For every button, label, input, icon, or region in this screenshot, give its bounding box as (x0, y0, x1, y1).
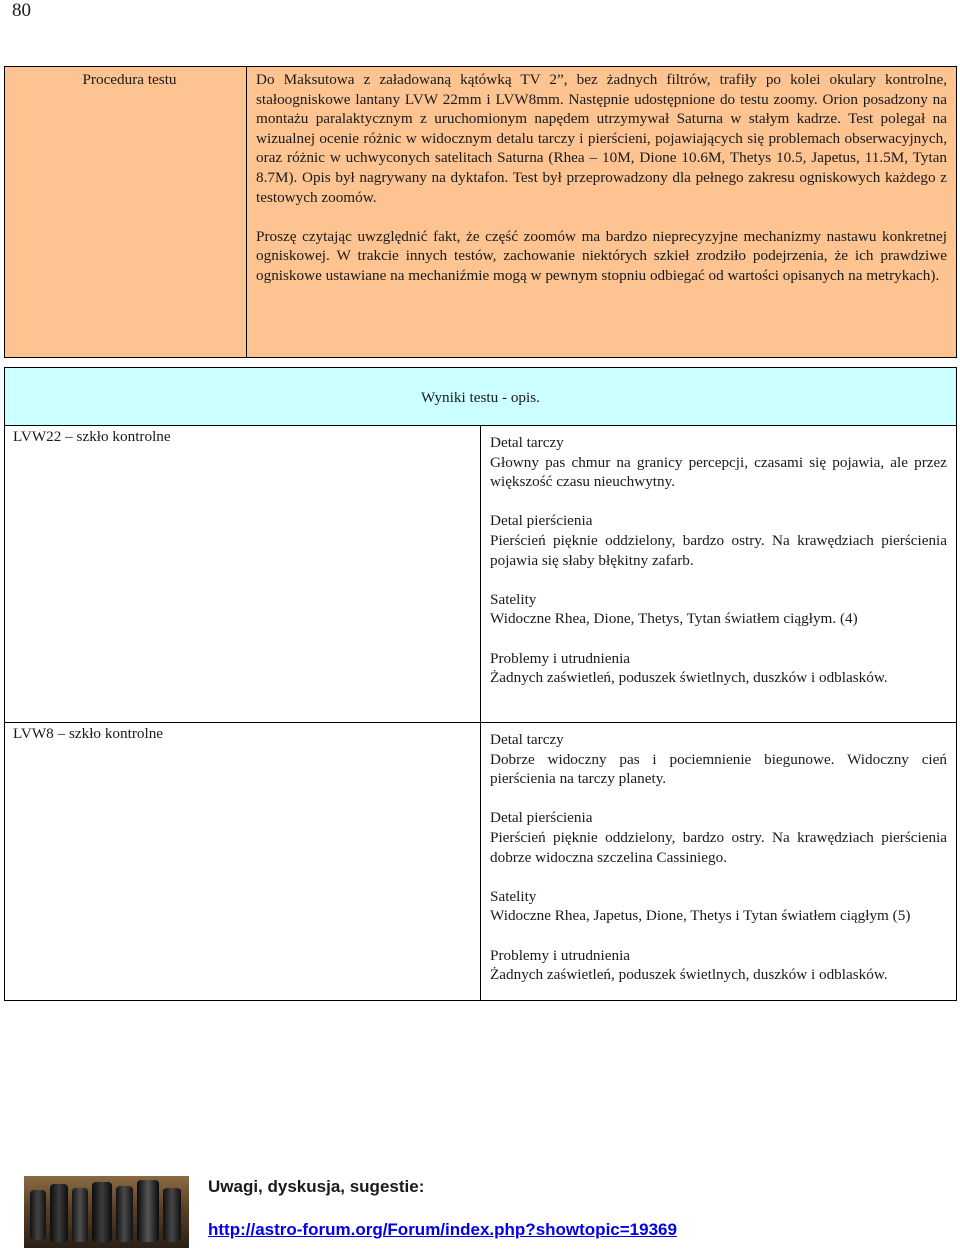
eyepiece-image (163, 1188, 181, 1242)
results-row-lvw22 (5, 426, 957, 723)
procedure-paragraph: Do Maksutowa z załadowaną kątówką TV 2”, bez żadnych filtrów, trafiły po kolei okulary kontrolne, stałoogniskowe lantany LVW 22mm i LVW8mm. Następnie udostępnione do testu zoomy. Orion posadzony na montażu paralaktycznym z uruchomionym napędem utrzymywał Saturna w stałym kadrze. Test polegał na wizualnej ocenie różnic w widocznym detalu tarczy i pierścieni, pojawiających się problemach obserwacyjnych, oraz różnic w uchwyconych satelitach Saturna (Rhea – 10M, Dione 10.6M, Thetys 10.5, Japetus, 11.5M, Tytan 8.7M). Opis był nagrywany na dyktafon. Test był przeprowadzony dla pełnego zakresu ogniskowych każdego z testowych zoomów. (256, 71, 947, 206)
results-header-row (5, 368, 957, 426)
page-number: 80 (12, 0, 31, 21)
eyepieces-photo (24, 1176, 189, 1248)
procedure-table (4, 66, 957, 358)
satellites-section (490, 590, 947, 629)
section-text: Głowny pas chmur na granicy percepcji, czasami się pojawia, ale przez większość czasu nieuchwytny. (490, 453, 947, 491)
section-title: Detal tarczy (490, 731, 564, 748)
problems-section (490, 946, 947, 985)
results-row-body (481, 723, 957, 1001)
results-row-label: LVW22 – szkło kontrolne (5, 426, 481, 723)
disc-detail-section (490, 433, 947, 492)
section-title: Satelity (490, 590, 537, 608)
section-text: Widoczne Rhea, Japetus, Dione, Thetys i Tytan światłem ciągłym (5) (490, 907, 911, 925)
results-row-label: LVW8 – szkło kontrolne (5, 723, 481, 1001)
eyepiece-image (50, 1184, 68, 1242)
section-title: Detal pierścienia (490, 512, 593, 530)
eyepiece-image (72, 1188, 88, 1242)
results-header: Wyniki testu - opis. (5, 368, 957, 426)
results-table (4, 367, 957, 1001)
section-text: Widoczne Rhea, Dione, Thetys, Tytan światłem ciągłym. (4) (490, 610, 858, 628)
procedure-row (5, 67, 957, 358)
eyepiece-image (92, 1182, 112, 1242)
section-title: Problemy i utrudnienia (490, 649, 631, 667)
forum-link[interactable]: http://astro-forum.org/Forum/index.php?showtopic=19369 (208, 1220, 677, 1239)
ring-detail-section (490, 511, 947, 570)
satellites-section (490, 887, 947, 926)
footer-heading: Uwagi, dyskusja, sugestie: (208, 1177, 425, 1196)
procedure-label-cell (5, 67, 247, 358)
ring-detail-section (490, 808, 947, 867)
section-text: Żadnych zaświetleń, poduszek świetlnych, duszków i odblasków. (490, 966, 888, 984)
problems-section (490, 649, 947, 688)
section-title: Satelity (490, 887, 537, 905)
procedure-body-cell (247, 67, 957, 358)
results-row-body (481, 426, 957, 723)
disc-detail-section (490, 730, 947, 789)
section-text: Pierścień pięknie oddzielony, bardzo ostry. Na krawędziach pierścienia dobrze widoczna szczelina Cassiniego. (490, 828, 947, 866)
section-title: Problemy i utrudnienia (490, 946, 631, 964)
eyepiece-image (137, 1180, 159, 1242)
section-text: Pierścień pięknie oddzielony, bardzo ostry. Na krawędziach pierścienia pojawia się słaby błękitny zafarb. (490, 531, 947, 569)
section-text: Żadnych zaświetleń, poduszek świetlnych, duszków i odblasków. (490, 669, 888, 687)
section-title: Detal tarczy (490, 434, 564, 451)
eyepiece-image (30, 1190, 46, 1240)
section-text: Dobrze widoczny pas i pociemnienie biegunowe. Widoczny cień pierścienia na tarczy planety. (490, 750, 947, 788)
section-title: Detal pierścienia (490, 809, 593, 827)
eyepiece-image (116, 1186, 133, 1242)
results-row-lvw8 (5, 723, 957, 1001)
procedure-paragraph: Proszę czytając uwzględnić fakt, że część zoomów ma bardzo nieprecyzyjne mechanizmy nastawu konkretnej ogniskowej. W trakcie innych testów, zachowanie niektórych szkieł zrodziło podejrzenia, że ich prawdziwe ogniskowe ustawiane na mechaniźmie mogą w pewnym stopniu odbiegać od wartości opisanych na metrykach). (256, 227, 947, 284)
procedure-label: Procedura testu (82, 71, 177, 88)
